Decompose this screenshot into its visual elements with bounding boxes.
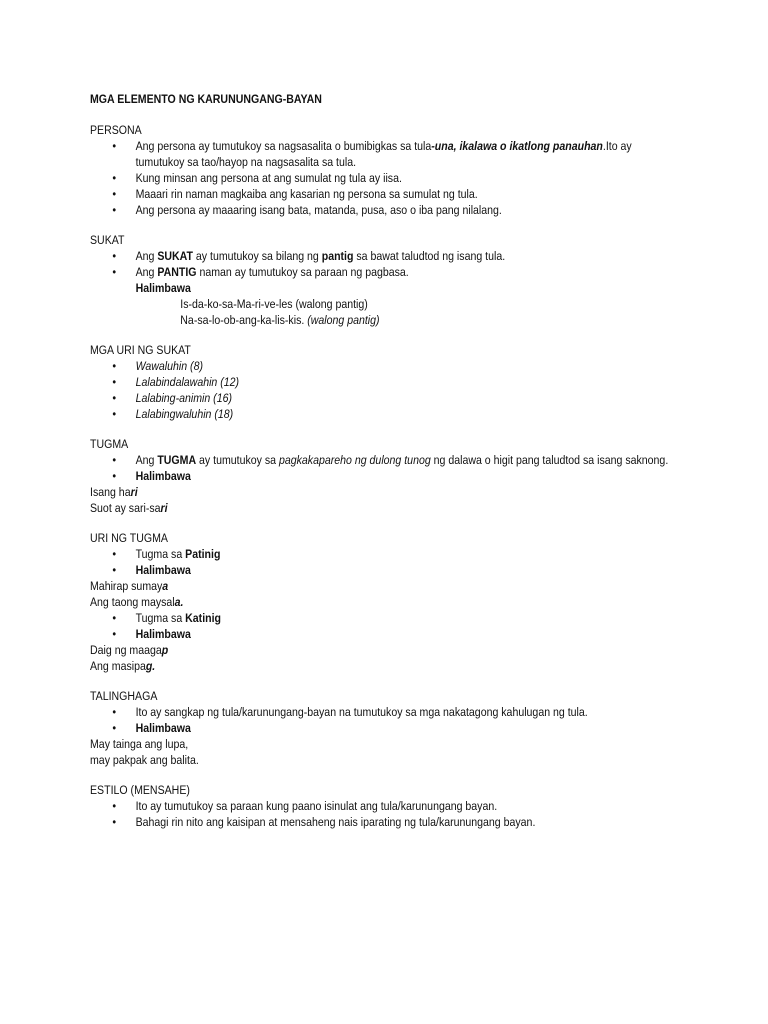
- example-label: Halimbawa: [135, 281, 191, 295]
- heading-estilo: ESTILO (MENSAHE): [90, 783, 190, 797]
- list-item: • Ito ay sangkap ng tula/karunungang-bayan na tumutukoy sa mga nakatagong kahulugan ng tula.: [90, 704, 680, 720]
- list-item: • Maaari rin naman magkaiba ang kasarian ng persona sa sumulat ng tula.: [90, 186, 680, 202]
- persona-list: [90, 138, 680, 218]
- list-item: • Ito ay tumutukoy sa paraan kung paano isinulat ang tula/karunungang bayan.: [90, 798, 680, 814]
- list-item: • Ang persona ay tumutukoy sa nagsasalita o bumibigkas sa tula-una, ikalawa o ikatlong panauhan.Ito ay tumutukoy sa tao/hayop na nagsasalita sa tula.: [90, 138, 680, 170]
- tugma-list: [90, 452, 680, 484]
- section-sukat: [90, 232, 680, 328]
- example-line: Ang taong maysala.: [90, 595, 184, 609]
- list-item: • Ang PANTIG naman ay tumutukoy sa paraan ng pagbasa.: [90, 264, 680, 280]
- example-line: may pakpak ang balita.: [90, 753, 199, 767]
- example-line: Daig ng maagap: [90, 643, 169, 657]
- list-item: • Wawaluhin (8): [90, 358, 680, 374]
- list-item: • Ang SUKAT ay tumutukoy sa bilang ng pantig sa bawat taludtod ng isang tula.: [90, 248, 680, 264]
- section-tugma: [90, 436, 680, 516]
- list-item: • Halimbawa: [90, 720, 680, 736]
- section-uri-tugma: [90, 530, 680, 674]
- list-item: • Tugma sa Patinig: [90, 546, 680, 562]
- list-item: • Halimbawa: [90, 562, 680, 578]
- heading-tugma: TUGMA: [90, 437, 129, 451]
- example-line: Ang masipag.: [90, 659, 156, 673]
- list-item: • Kung minsan ang persona at ang sumulat ng tula ay iisa.: [90, 170, 680, 186]
- list-item: • Ang TUGMA ay tumutukoy sa pagkakapareho ng dulong tunog ng dalawa o higit pang taludtod sa isang saknong.: [90, 452, 680, 468]
- list-item: • Tugma sa Katinig: [90, 610, 680, 626]
- list-item: • Ang persona ay maaaring isang bata, matanda, pusa, aso o iba pang nilalang.: [90, 202, 680, 218]
- example-line: May tainga ang lupa,: [90, 737, 189, 751]
- list-item: • Halimbawa: [90, 468, 680, 484]
- list-item: • Lalabingwaluhin (18): [90, 406, 680, 422]
- uri-sukat-list: [90, 358, 680, 422]
- heading-uri-sukat: MGA URI NG SUKAT: [90, 343, 191, 357]
- example-line: Suot ay sari-sari: [90, 501, 168, 515]
- example-line: Isang hari: [90, 485, 138, 499]
- talinghaga-list: [90, 704, 680, 736]
- list-item: • Bahagi rin nito ang kaisipan at mensaheng nais iparating ng tula/karunungang bayan.: [90, 814, 680, 830]
- section-persona: [90, 122, 680, 218]
- sukat-list: [90, 248, 680, 280]
- section-uri-sukat: [90, 342, 680, 422]
- heading-persona: PERSONA: [90, 123, 142, 137]
- example-line: Is-da-ko-sa-Ma-ri-ve-les (walong pantig): [180, 297, 368, 311]
- heading-uri-tugma: URI NG TUGMA: [90, 531, 168, 545]
- document-page: [90, 91, 680, 844]
- example-line: Mahirap sumaya: [90, 579, 169, 593]
- uri-tugma-list-2: [90, 610, 680, 642]
- estilo-list: [90, 798, 680, 830]
- uri-tugma-list-1: [90, 546, 680, 578]
- section-talinghaga: [90, 688, 680, 768]
- heading-talinghaga: TALINGHAGA: [90, 689, 158, 703]
- example-line: Na-sa-lo-ob-ang-ka-lis-kis. (walong pantig): [180, 313, 380, 327]
- list-item: • Lalabindalawahin (12): [90, 374, 680, 390]
- list-item: • Lalabing-animin (16): [90, 390, 680, 406]
- document-title: MGA ELEMENTO NG KARUNUNGANG-BAYAN: [90, 92, 322, 106]
- section-estilo: [90, 782, 680, 830]
- list-item: • Halimbawa: [90, 626, 680, 642]
- heading-sukat: SUKAT: [90, 233, 125, 247]
